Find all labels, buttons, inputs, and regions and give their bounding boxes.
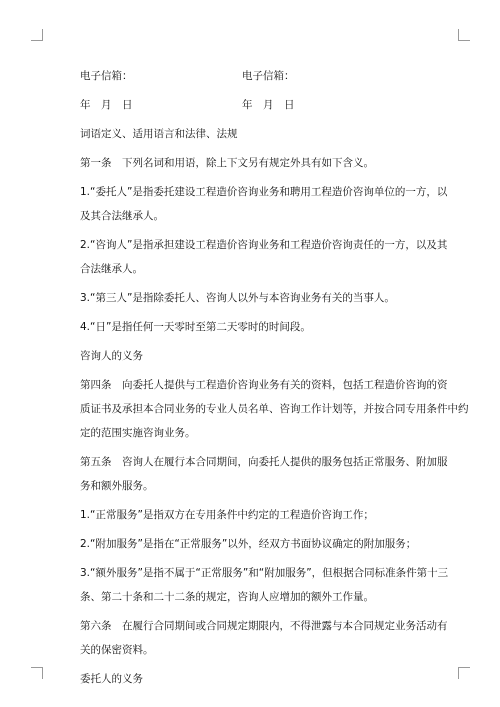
article-1: 第一条 下列名词和用语，除上下文另有规定外具有如下含义。 xyxy=(80,157,374,169)
crop-mark-bottom-right xyxy=(458,667,470,679)
section-heading-definitions: 词语定义、适用语言和法律、法规 xyxy=(80,128,238,140)
definition-4: 4.“日”是指任何一天零时至第二天零时的时间段。 xyxy=(80,321,311,333)
service-item-2: 2.“附加服务”是指在“正常服务”以外，经双方书面协议确定的附加服务； xyxy=(80,538,417,550)
article-4-line2: 质证书及承担本合同业务的专业人员名单、咨询工作计划等，并按合同专用条件中约 xyxy=(80,403,469,415)
service-item-1: 1.“正常服务”是指双方在专用条件中约定的工程造价咨询工作； xyxy=(80,509,374,521)
email-label-left: 电子信箱： xyxy=(80,70,133,82)
email-row xyxy=(80,68,430,84)
article-5-line2: 务和额外服务。 xyxy=(80,480,154,492)
definition-1-line2: 及其合法继承人。 xyxy=(80,210,164,222)
article-5-line1: 第五条 咨询人在履行本合同期间，向委托人提供的服务包括正常服务、附加服 xyxy=(80,456,448,468)
definition-2-line2: 合法继承人。 xyxy=(80,263,143,275)
article-6-line2: 关的保密资料。 xyxy=(80,644,154,656)
definition-1-line1: 1.“委托人”是指委托建设工程造价咨询业务和聘用工程造价咨询单位的一方，以 xyxy=(80,186,448,198)
definition-3: 3.“第三人”是指除委托人、咨询人以外与本咨询业务有关的当事人。 xyxy=(80,292,395,304)
crop-mark-bottom-left xyxy=(31,667,43,679)
service-item-3-line2: 条、第二十条和二十二条的规定，咨询人应增加的额外工作量。 xyxy=(80,591,374,603)
crop-mark-top-right xyxy=(458,29,470,41)
document-body xyxy=(80,68,469,687)
date-row xyxy=(80,97,430,113)
article-6-line1: 第六条 在履行合同期间或合同规定期限内，不得泄露与本合同规定业务活动有 xyxy=(80,620,448,632)
date-right: 年 月 日 xyxy=(242,99,295,111)
article-4-line3: 定的范围实施咨询业务。 xyxy=(80,427,196,439)
section-heading-client-obligations: 委托人的义务 xyxy=(80,673,143,685)
service-item-3-line1: 3.“额外服务”是指不属于“正常服务”和“附加服务”，但根据合同标准条件第十三 xyxy=(80,567,449,579)
crop-mark-top-left xyxy=(31,29,43,41)
date-left: 年 月 日 xyxy=(80,99,133,111)
article-4-line1: 第四条 向委托人提供与工程造价咨询业务有关的资料，包括工程造价咨询的资 xyxy=(80,379,448,391)
definition-2-line1: 2.“咨询人”是指承担建设工程造价咨询业务和工程造价咨询责任的一方，以及其 xyxy=(80,239,448,251)
section-heading-consultant-obligations: 咨询人的义务 xyxy=(80,350,143,362)
email-label-right: 电子信箱： xyxy=(242,70,295,82)
